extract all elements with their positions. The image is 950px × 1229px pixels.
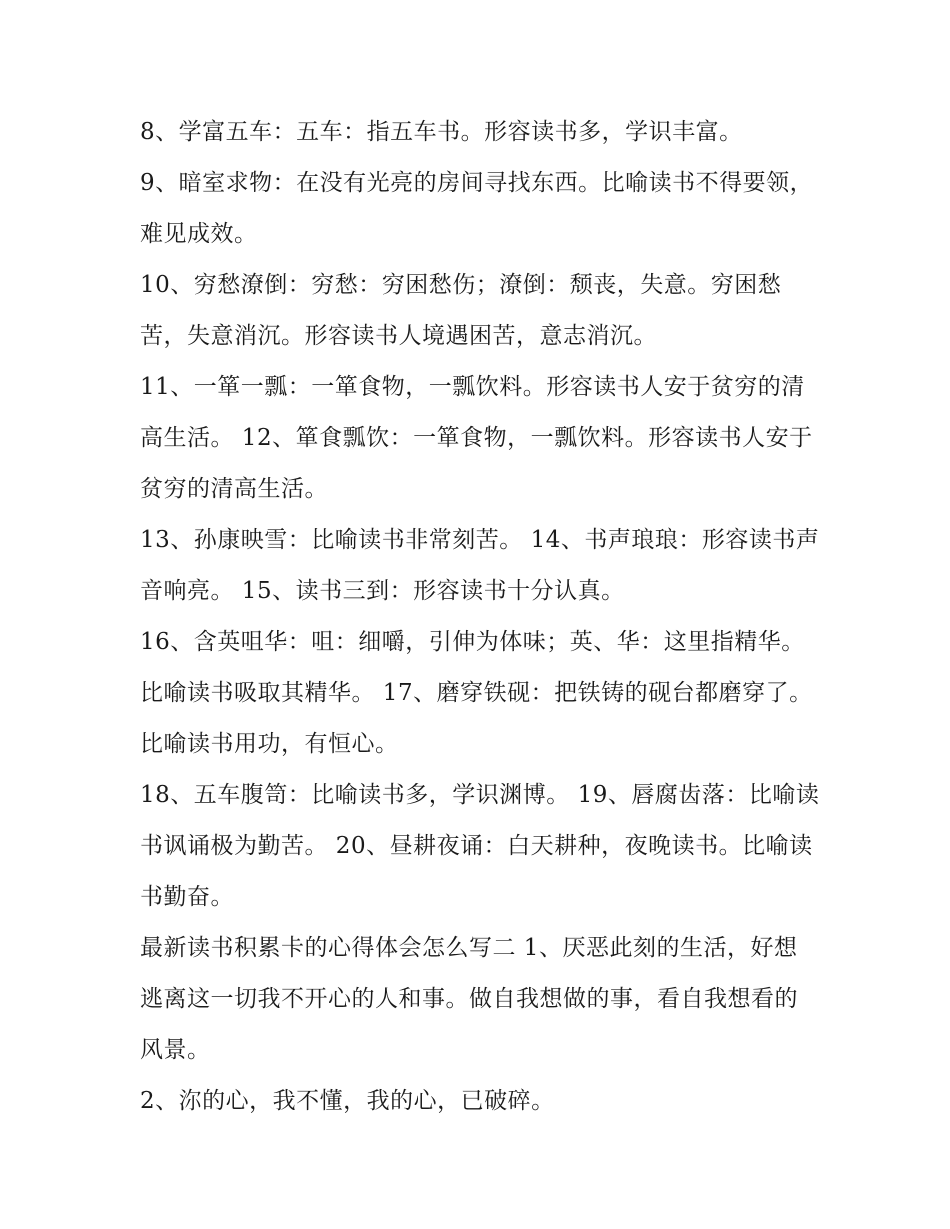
document-body	[140, 107, 820, 1127]
paragraph-idiom-11-12: 11、一箪一瓢：一箪食物，一瓢饮料。形容读书人安于贫穷的清高生活。 12、箪食瓢饮：一箪食物，一瓢饮料。形容读书人安于贫穷的清高生活。	[140, 374, 813, 502]
paragraph-idiom-8: 8、学富五车：五车：指五车书。形容读书多，学识丰富。	[140, 119, 743, 145]
paragraph-section-two-item-2: 2、沵的心，我不懂，我的心，已破碎。	[140, 1088, 555, 1114]
paragraph-idiom-18-20: 18、五车腹笥：比喻读书多，学识渊博。 19、唇腐齿落：比喻读书讽诵极为勤苦。 20、昼耕夜诵：白天耕种，夜晚读书。比喻读书勤奋。	[140, 782, 820, 910]
paragraph-idiom-9: 9、暗室求物：在没有光亮的房间寻找东西。比喻读书不得要领，难见成效。	[140, 170, 814, 247]
paragraph-section-two-item-1: 最新读书积累卡的心得体会怎么写二 1、厌恶此刻的生活，好想逃离这一切我不开心的人和事。做自我想做的事，看自我想看的风景。	[140, 935, 798, 1063]
paragraph-idiom-16-17: 16、含英咀华：咀：细嚼，引伸为体味；英、华：这里指精华。比喻读书吸取其精华。 17、磨穿铁砚：把铁铸的砚台都磨穿了。比喻读书用功，有恒心。	[140, 629, 813, 757]
paragraph-idiom-10: 10、穷愁潦倒：穷愁：穷困愁伤；潦倒：颓丧，失意。穷困愁苦，失意消沉。形容读书人境遇困苦，意志消沉。	[140, 272, 782, 349]
paragraph-idiom-13-15: 13、孙康映雪：比喻读书非常刻苦。 14、书声琅琅：形容读书声音响亮。 15、读书三到：形容读书十分认真。	[140, 527, 820, 604]
